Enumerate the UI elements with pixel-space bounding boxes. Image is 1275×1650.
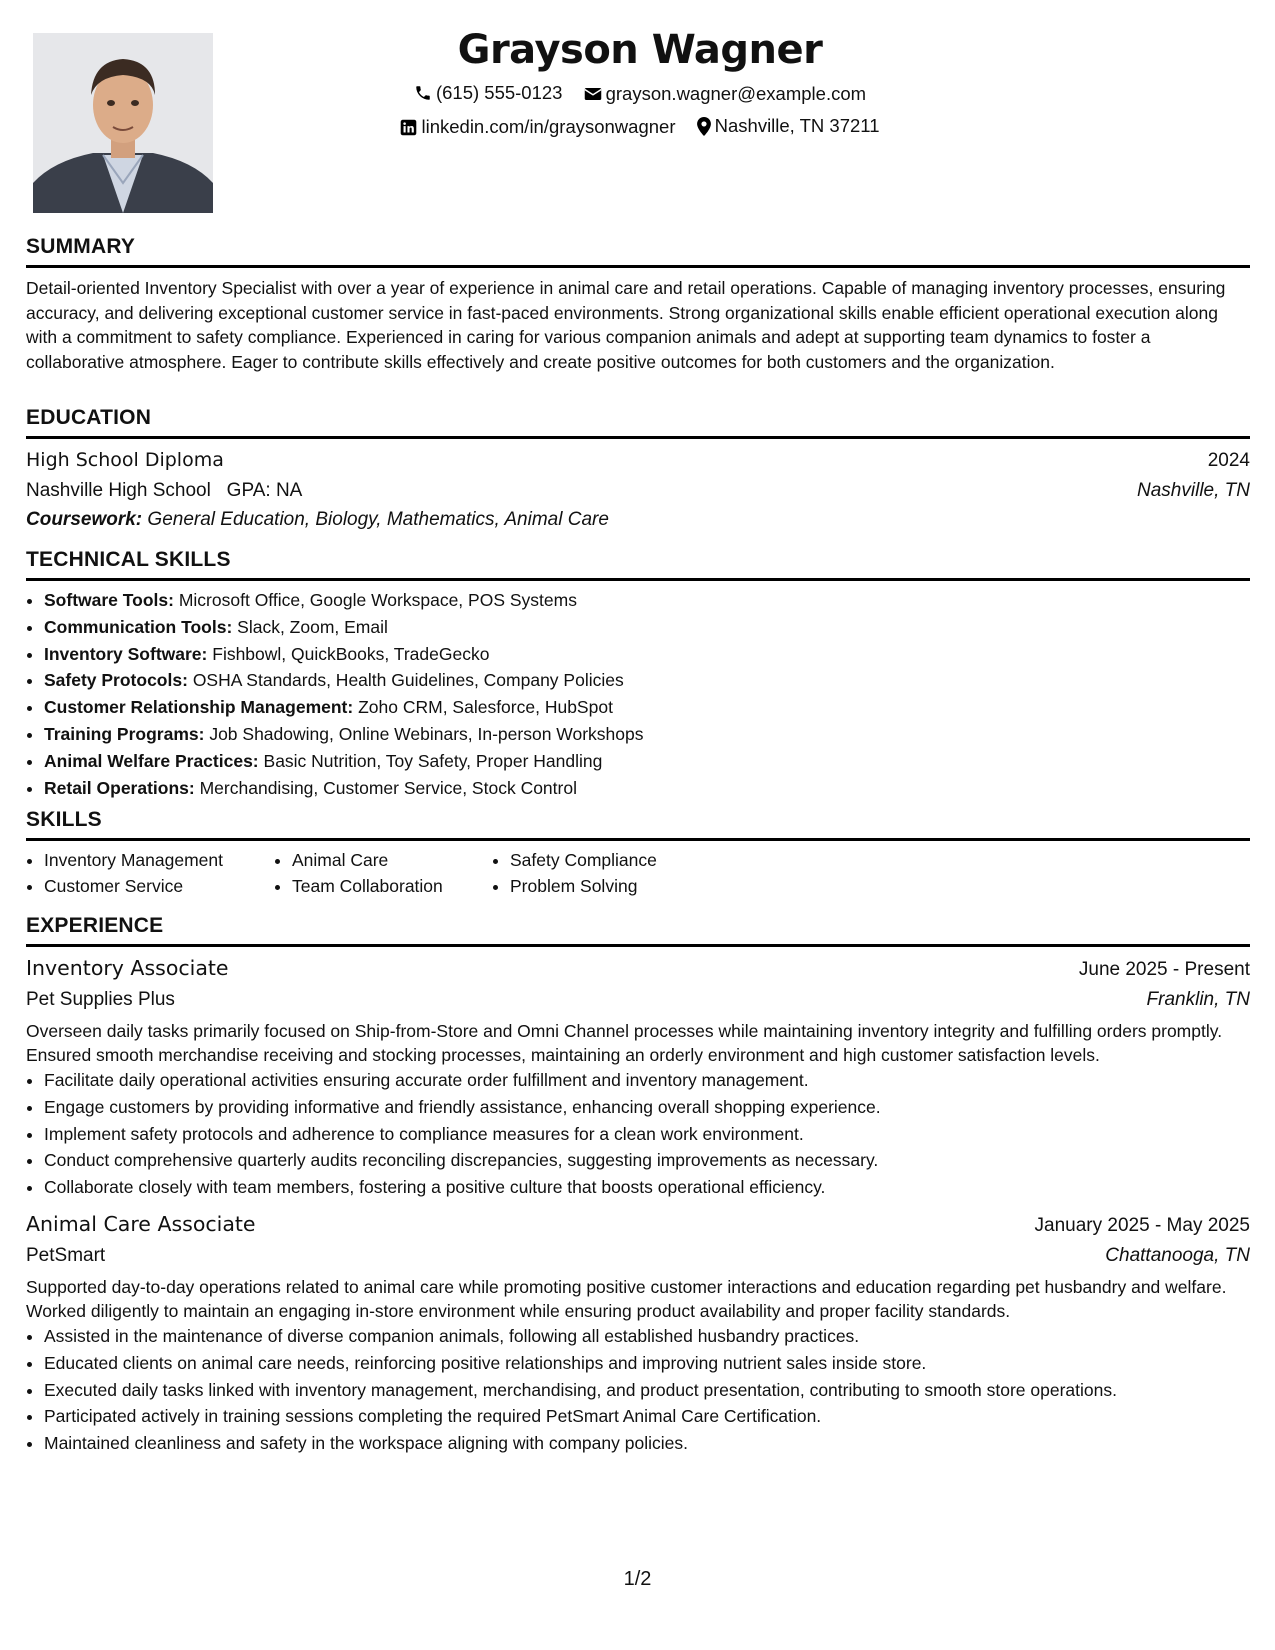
section-divider	[26, 578, 1250, 581]
skill-value: Microsoft Office, Google Workspace, POS Systems	[178, 590, 577, 610]
job-bullets	[26, 1067, 1250, 1201]
school-location: Nashville, TN	[1137, 480, 1250, 501]
skill-label: Software Tools:	[44, 590, 174, 610]
skills-grid	[26, 847, 1250, 899]
job-entry	[26, 953, 1250, 1201]
resume-header	[300, 22, 980, 145]
list-item	[44, 587, 1250, 614]
job-entry	[26, 1209, 1250, 1457]
job-dates: June 2025 - Present	[1078, 959, 1250, 980]
school-info	[26, 476, 302, 505]
envelope-icon	[584, 86, 602, 102]
coursework-label: Coursework:	[26, 509, 143, 530]
map-pin-icon	[697, 117, 711, 136]
skill-value: Basic Nutrition, Toy Safety, Proper Handling	[263, 750, 603, 771]
skill-value: Zoho CRM, Salesforce, HubSpot	[358, 697, 613, 718]
list-item	[44, 775, 1250, 802]
linkedin-icon	[400, 119, 417, 136]
linkedin-text[interactable]: linkedin.com/in/graysonwagner	[421, 116, 676, 137]
education-section	[26, 405, 1250, 535]
experience-section	[26, 913, 1250, 1457]
email-item	[584, 79, 866, 109]
job-dates: January 2025 - May 2025	[1034, 1214, 1250, 1236]
list-item	[44, 667, 1250, 694]
profile-photo	[33, 33, 213, 213]
coursework-list: General Education, Biology, Mathematics, Animal Care	[147, 509, 609, 530]
job-description: Overseen daily tasks primarily focused on Ship-from-Store and Omni Channel processes while maintaining inventory integrity and fulfilling orders promptly. Ensured smooth merchandise receiving and stocking processes, maintaining an orderly environment and high customer satisfaction levels.	[26, 1021, 1223, 1065]
skills-column	[492, 847, 730, 899]
contact-line-2	[300, 111, 980, 145]
list-item: • Implement safety protocols and adherence to compliance measures for a clean work environment.	[44, 1121, 1250, 1148]
list-item	[44, 721, 1250, 748]
phone-text[interactable]: (615) 555-0123	[435, 82, 563, 103]
skill-label: Retail Operations:	[44, 777, 195, 798]
contact-line-1	[300, 78, 980, 111]
list-item: • Safety Compliance	[510, 847, 730, 873]
list-item: • Team Collaboration	[292, 873, 492, 899]
skill-value: OSHA Standards, Health Guidelines, Company Policies	[192, 670, 624, 691]
coursework	[26, 505, 1250, 535]
list-item: • Educated clients on animal care needs, reinforcing positive relationships and improving nutrient sales inside store.	[44, 1350, 1250, 1377]
list-item: • Engage customers by providing informative and friendly assistance, enhancing overall shopping experience.	[44, 1094, 1250, 1121]
skills-column	[26, 847, 274, 899]
list-item: • Maintained cleanliness and safety in the workspace aligning with company policies.	[44, 1430, 1250, 1457]
list-item	[44, 641, 1250, 668]
graduation-year: 2024	[1207, 450, 1250, 471]
list-item	[44, 748, 1250, 775]
section-divider	[26, 265, 1250, 268]
section-title: EDUCATION	[26, 406, 152, 429]
skill-label: Animal Welfare Practices:	[44, 750, 259, 771]
list-item: • Assisted in the maintenance of diverse companion animals, following all established husbandry practices.	[44, 1323, 1250, 1350]
location-text: Nashville, TN 37211	[714, 115, 880, 136]
job-description: Supported day-to-day operations related to animal care while promoting positive customer interactions and education regarding pet husbandry and welfare. Worked diligently to maintain an engaging in-store environment while ensuring product availability and proper facility standards.	[26, 1276, 1227, 1321]
job-title: Animal Care Associate	[26, 1211, 256, 1236]
technical-skills-list	[26, 587, 1250, 801]
skill-label: Customer Relationship Management:	[44, 697, 354, 718]
location-item	[697, 111, 880, 141]
section-title: SKILLS	[26, 808, 102, 831]
skills-column	[274, 847, 492, 899]
company-name: Pet Supplies Plus	[26, 989, 175, 1010]
skill-label: Communication Tools:	[44, 616, 233, 637]
section-divider	[26, 436, 1250, 439]
list-item	[44, 694, 1250, 721]
list-item: • Animal Care	[292, 847, 492, 873]
phone-item	[414, 78, 563, 108]
section-divider	[26, 838, 1250, 841]
skills-section	[26, 807, 1250, 899]
job-bullets	[26, 1323, 1250, 1457]
skill-value: Slack, Zoom, Email	[237, 616, 388, 637]
list-item: • Facilitate daily operational activities ensuring accurate order fulfillment and inventory management.	[44, 1067, 1250, 1094]
degree-title: High School Diploma	[26, 449, 224, 471]
school-name: Nashville High School	[26, 480, 211, 501]
linkedin-item	[400, 112, 675, 142]
skill-value: Fishbowl, QuickBooks, TradeGecko	[212, 643, 490, 664]
section-title: EXPERIENCE	[26, 914, 164, 937]
summary-section	[26, 234, 1250, 374]
summary-text: Detail-oriented Inventory Specialist with over a year of experience in animal care and retail operations. Capable of managing inventory processes, ensuring accuracy, and delivering exceptional customer service in fast-paced environments. Strong organizational skills enable efficient operational execution along with a commitment to safety compliance. Experienced in caring for various companion animals and adept at supporting team dynamics to foster a collaborative atmosphere. Eager to contribute skills effectively and create positive outcomes for both customers and the organization.	[26, 278, 1226, 372]
phone-icon	[414, 84, 432, 102]
skill-label: Training Programs:	[44, 723, 205, 744]
section-title: TECHNICAL SKILLS	[26, 548, 231, 571]
list-item: • Participated actively in training sessions completing the required PetSmart Animal Care Certification.	[44, 1403, 1250, 1430]
skill-value: Merchandising, Customer Service, Stock Control	[199, 777, 577, 798]
skill-label: Safety Protocols:	[44, 670, 188, 691]
list-item	[44, 614, 1250, 641]
gpa: GPA: NA	[226, 480, 303, 501]
job-title: Inventory Associate	[26, 956, 229, 980]
list-item: • Customer Service	[44, 873, 274, 899]
job-location: Franklin, TN	[1146, 989, 1250, 1010]
candidate-name: Grayson Wagner	[457, 27, 823, 73]
email-text[interactable]: grayson.wagner@example.com	[605, 83, 867, 104]
page-number: 1/2	[623, 1568, 652, 1590]
section-divider	[26, 944, 1250, 947]
job-location: Chattanooga, TN	[1105, 1244, 1250, 1266]
section-title: SUMMARY	[26, 235, 136, 258]
list-item: • Problem Solving	[510, 873, 730, 899]
skill-label: Inventory Software:	[44, 643, 208, 664]
company-name: PetSmart	[26, 1244, 106, 1266]
list-item: • Inventory Management	[44, 847, 274, 873]
skill-value: Job Shadowing, Online Webinars, In-person Workshops	[209, 723, 644, 744]
list-item: • Executed daily tasks linked with inventory management, merchandising, and product presentation, contributing to smooth store operations.	[44, 1377, 1250, 1404]
list-item: • Collaborate closely with team members, fostering a positive culture that boosts operational efficiency.	[44, 1174, 1250, 1201]
technical-skills-section	[26, 547, 1250, 801]
list-item: • Conduct comprehensive quarterly audits reconciling discrepancies, suggesting improvements as necessary.	[44, 1147, 1250, 1174]
